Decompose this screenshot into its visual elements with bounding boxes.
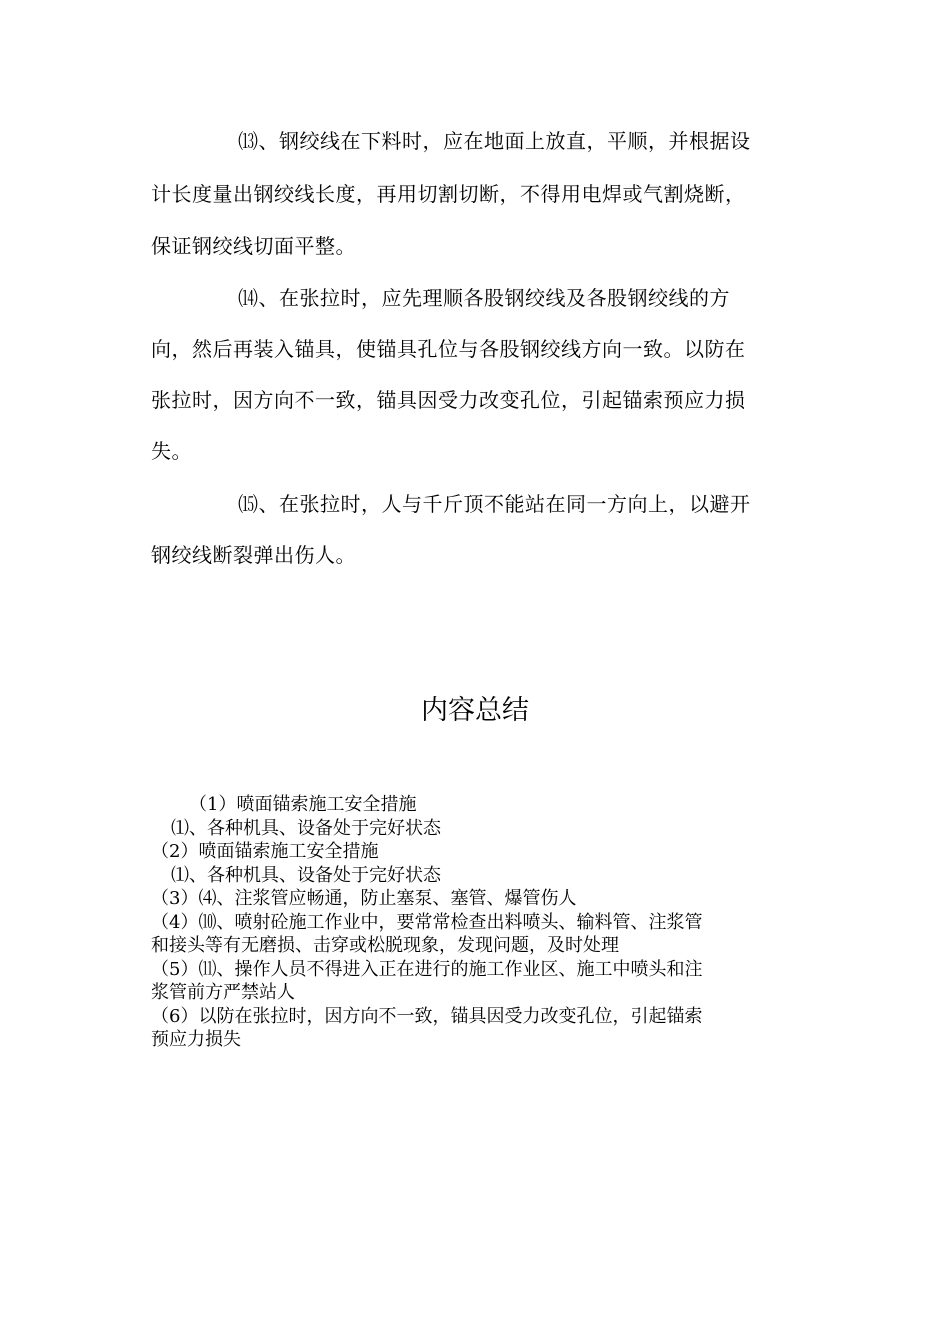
paragraph-14-line-3: 张拉时，因方向不一致，锚具因受力改变孔位，引起锚索预应力损 (151, 388, 746, 412)
summary-title: 内容总结 (421, 695, 529, 726)
summary-line: 预应力损失 (151, 1029, 241, 1050)
paragraph-15-line-2: 钢绞线断裂弹出伤人。 (151, 543, 356, 567)
summary-line: （5）⑾、操作人员不得进入正在进行的施工作业区、施工中喷头和注 (151, 959, 703, 980)
summary-line: （1）喷面锚索施工安全措施 (189, 794, 417, 815)
paragraph-14-line-1: ⒁、在张拉时，应先理顺各股钢绞线及各股钢绞线的方 (238, 286, 730, 310)
paragraph-14-line-2: 向，然后再装入锚具，使锚具孔位与各股钢绞线方向一致。以防在 (151, 337, 746, 361)
paragraph-15-line-1: ⒂、在张拉时，人与千斤顶不能站在同一方向上，以避开 (238, 492, 751, 516)
summary-line: 浆管前方严禁站人 (151, 982, 295, 1003)
paragraph-13-line-1: ⒀、钢绞线在下料时，应在地面上放直，平顺，并根据设 (238, 129, 751, 153)
summary-line: ⑴、各种机具、设备处于完好状态 (171, 865, 441, 886)
summary-line: （2）喷面锚索施工安全措施 (151, 841, 379, 862)
summary-line: 和接头等有无磨损、击穿或松脱现象，发现问题，及时处理 (151, 935, 619, 956)
paragraph-13-line-2: 计长度量出钢绞线长度，再用切割切断，不得用电焊或气割烧断， (151, 182, 746, 206)
summary-line: （3）⑷、注浆管应畅通，防止塞泵、塞管、爆管伤人 (151, 888, 577, 909)
paragraph-13-line-3: 保证钢绞线切面平整。 (151, 234, 356, 258)
summary-line: （6）以防在张拉时，因方向不一致，锚具因受力改变孔位，引起锚索 (151, 1006, 703, 1027)
summary-line: （4）⑽、喷射砼施工作业中，要常常检查出料喷头、输料管、注浆管 (151, 912, 703, 933)
summary-line: ⑴、各种机具、设备处于完好状态 (171, 818, 441, 839)
paragraph-14-line-4: 失。 (151, 439, 192, 463)
